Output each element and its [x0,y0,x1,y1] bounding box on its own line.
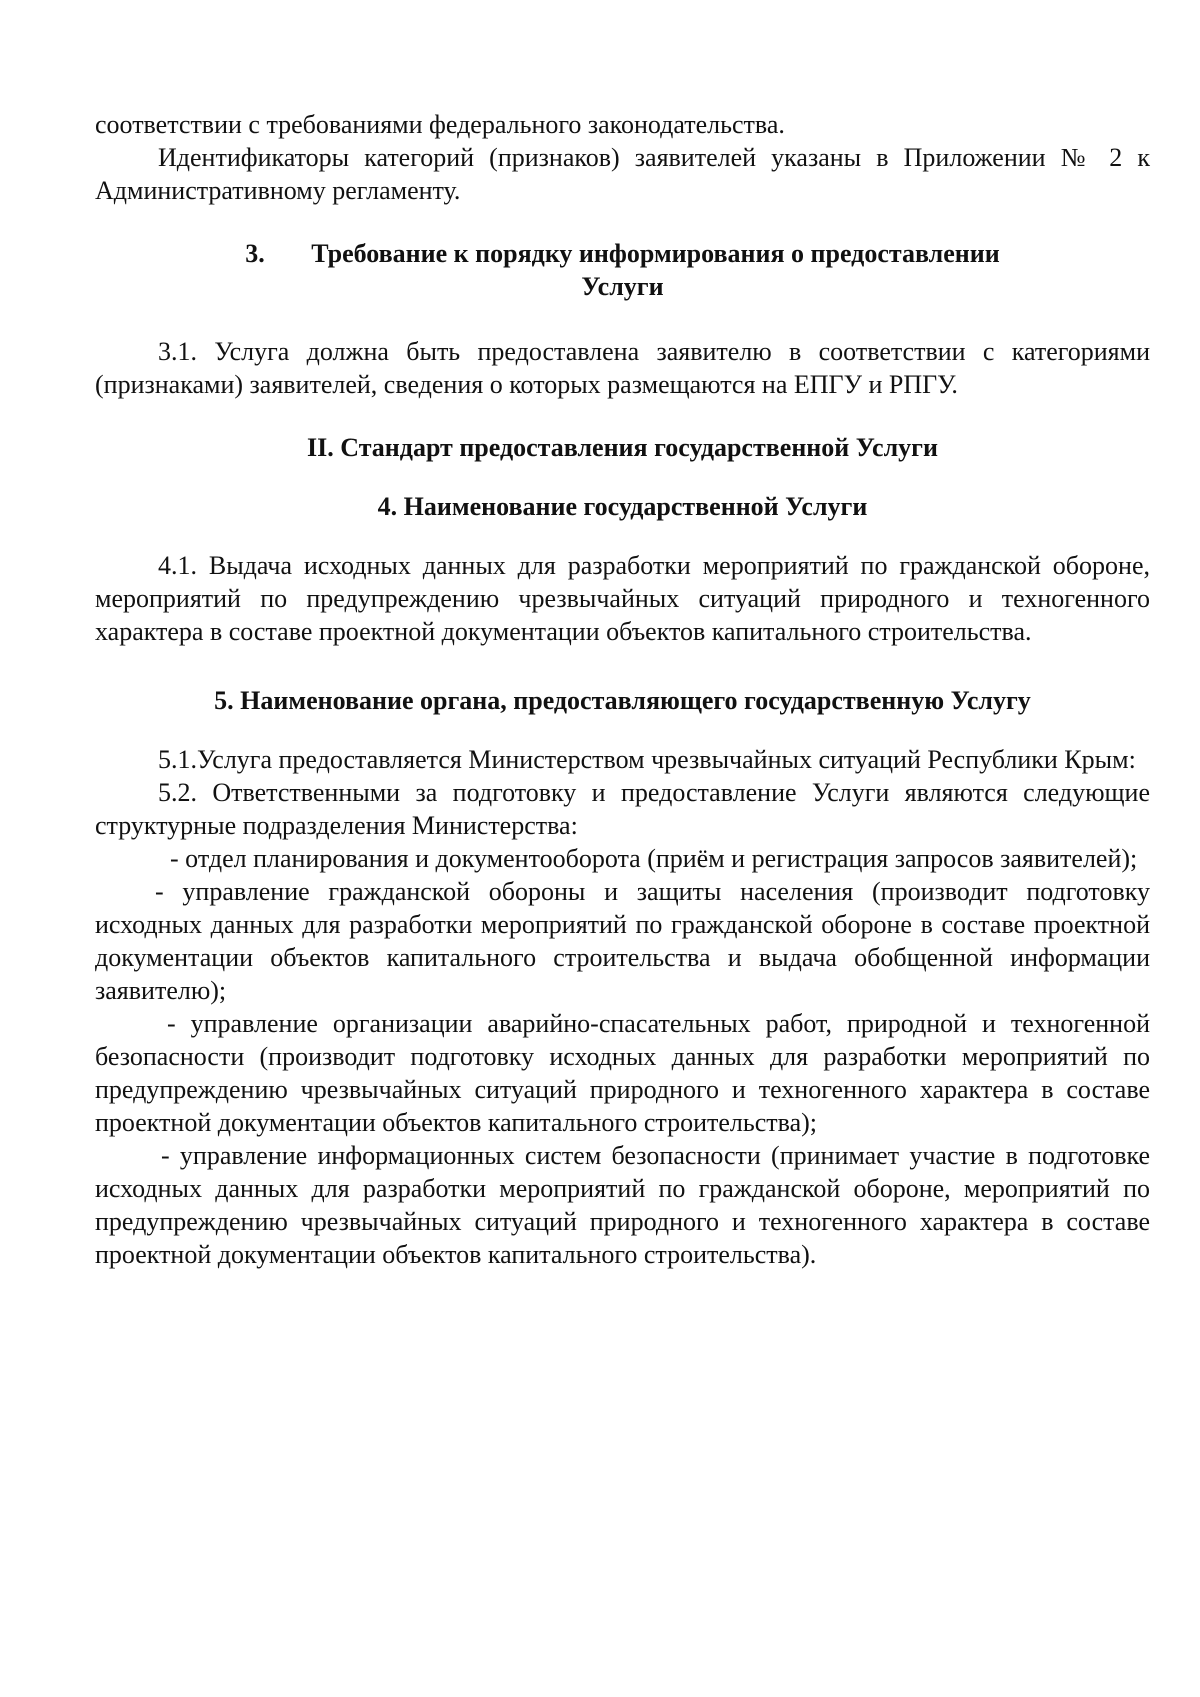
section-3-title: Требование к порядку информирования о предоставлении [311,239,1000,268]
intro-line: соответствии с требованиями федерального законодательства. [95,110,785,139]
paragraph-5-1: 5.1.Услуга предоставляется Министерством чрезвычайных ситуаций Республики Крым: [158,745,1136,774]
paragraph-5-2: 5.2. Ответственными за подготовку и предоставление Услуги являются следующие структурные подразделения Министерства: [95,778,1150,840]
paragraph-4-1: 4.1. Выдача исходных данных для разработки мероприятий по гражданской обороне, мероприятий по предупреждению чрезвычайных ситуаций природного и техногенного характера в составе проектной документации объектов капитального строительства. [95,551,1150,646]
list-item-planning-dept: - отдел планирования и документооборота (приём и регистрация запросов заявителей); [170,844,1138,873]
section-3-number: 3. [245,239,265,268]
section-4-heading: 4. Наименование государственной Услуги [377,492,868,521]
section-3-title-line2: Услуги [581,272,664,301]
part-2-heading: II. Стандарт предоставления государственной Услуги [307,433,938,462]
section-3-title-line1 [95,237,1150,270]
identifiers-paragraph: Идентификаторы категорий (признаков) заявителей указаны в Приложении № 2 к Административному регламенту. [95,143,1150,205]
paragraph-3-1: 3.1. Услуга должна быть предоставлена заявителю в соответствии с категориями (признаками) заявителей, сведения о которых размещаются на ЕПГУ и РПГУ. [95,337,1150,399]
list-item-information-systems: - управление информационных систем безопасности (принимает участие в подготовке исходных данных для разработки мероприятий по гражданской обороне, мероприятий по предупреждению чрезвычайных ситуаций природного и техногенного характера в составе проектной документации объектов капитального строительства). [95,1141,1150,1269]
list-item-rescue-operations: - управление организации аварийно-спасательных работ, природной и техногенной безопасности (производит подготовку исходных данных для разработки мероприятий по предупреждению чрезвычайных ситуаций природного и техногенного характера в составе проектной документации объектов капитального строительства); [95,1009,1150,1137]
list-item-civil-defense: - управление гражданской обороны и защиты населения (производит подготовку исходных данных для разработки мероприятий по гражданской обороне в составе проектной документации объектов капитального строительства и выдача обобщенной информации заявителю); [95,877,1150,1005]
section-5-heading: 5. Наименование органа, предоставляющего государственную Услугу [214,686,1031,715]
section-3-heading [95,237,1150,303]
